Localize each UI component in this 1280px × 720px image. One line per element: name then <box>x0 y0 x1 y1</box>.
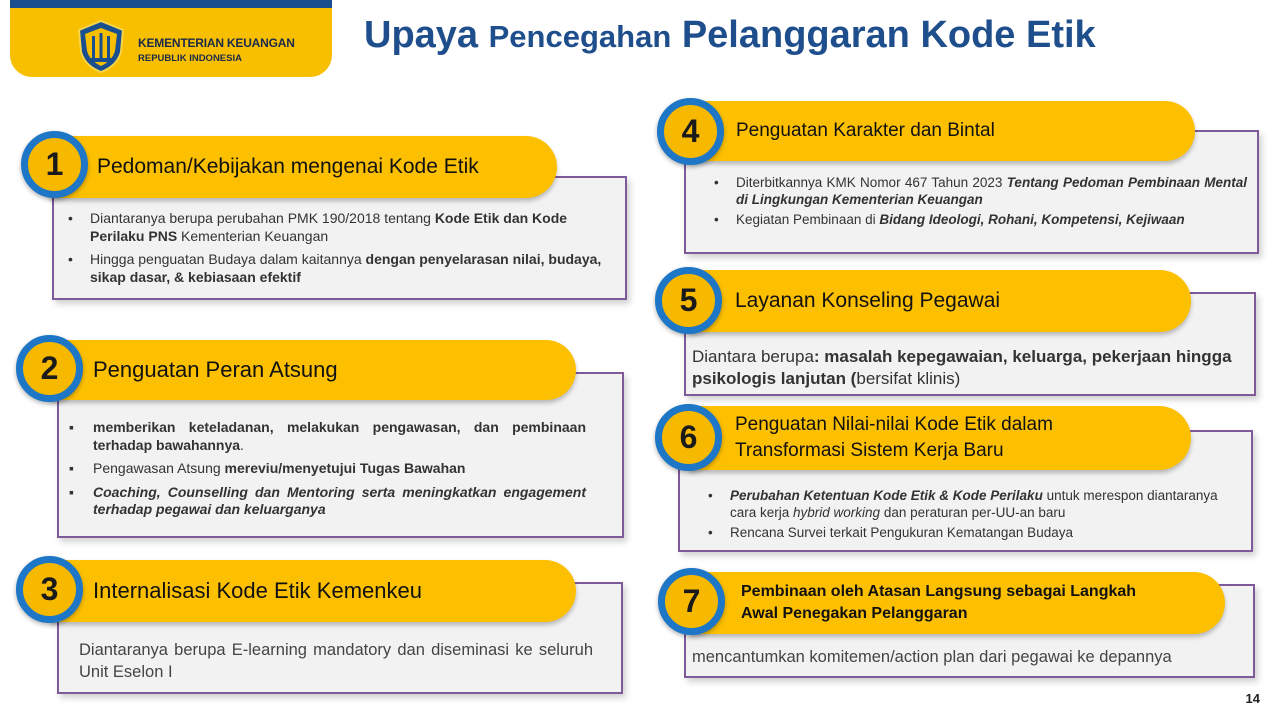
section-1-item: • Diantaranya berupa perubahan PMK 190/2018 tentang Kode Etik dan Kode Perilaku PNS Kementerian Keuangan <box>60 210 603 245</box>
section-1-number: 1 <box>21 131 88 198</box>
section-4-number: 4 <box>657 98 724 165</box>
section-6-title-line1: Penguatan Nilai-nilai Kode Etik dalam <box>735 414 1053 436</box>
kemenkeu-emblem-icon <box>73 18 129 74</box>
section-7-header <box>690 572 1225 634</box>
page-number: 14 <box>1245 691 1260 706</box>
org-line2: REPUBLIK INDONESIA <box>138 53 242 64</box>
section-3-header <box>50 560 576 622</box>
section-4-header <box>689 101 1195 161</box>
section-6-item: • Rencana Survei terkait Pengukuran Kematangan Budaya <box>700 525 1233 542</box>
section-4-item: • Diterbitkannya KMK Nomor 467 Tahun 2023 Tentang Pedoman Pembinaan Mental di Lingkungan Kementerian Keuangan <box>706 175 1247 209</box>
section-6-item: • Perubahan Ketentuan Kode Etik & Kode Perilaku untuk merespon diantaranya cara kerja hybrid working dan peraturan per-UU-an baru <box>700 488 1233 522</box>
section-7-title-line2: Awal Penegakan Pelanggaran <box>741 605 968 622</box>
section-5-number: 5 <box>655 267 722 334</box>
section-2-item: ▪ Coaching, Counselling dan Mentoring serta meningkatkan engagement terhadap pegawai dan keluarganya <box>63 484 586 519</box>
section-3-text: Diantaranya berupa E-learning mandatory dan diseminasi ke seluruh Unit Eselon I <box>79 641 593 682</box>
section-4-title: Penguatan Karakter dan Bintal <box>736 120 995 141</box>
title-part2: Pencegahan <box>488 19 672 54</box>
section-3-number: 3 <box>16 556 83 623</box>
section-5-text: Diantara berupa: masalah kepegawaian, keluarga, pekerjaan hingga psikologis lanjutan (bersifat klinis) <box>692 347 1232 389</box>
section-2-item: ▪ Pengawasan Atsung mereviu/menyetujui Tugas Bawahan <box>63 460 586 478</box>
section-6-number: 6 <box>655 404 722 471</box>
section-3-title: Internalisasi Kode Etik Kemenkeu <box>93 578 422 603</box>
section-6-header <box>689 406 1191 470</box>
header-logo-block <box>10 0 332 77</box>
section-6-title-line2: Transformasi Sistem Kerja Baru <box>735 440 1004 461</box>
org-name <box>138 36 295 64</box>
section-1-item: • Hingga penguatan Budaya dalam kaitannya dengan penyelarasan nilai, budaya, sikap dasar, & kebiasaan efektif <box>60 251 603 286</box>
page-title <box>364 14 1096 57</box>
section-7-number: 7 <box>658 568 725 635</box>
section-2-header <box>50 340 576 400</box>
title-part1: Upaya <box>364 14 479 56</box>
section-2-number: 2 <box>16 335 83 402</box>
section-7-title-line1: Pembinaan oleh Atasan Langsung sebagai Langkah <box>741 583 1137 601</box>
section-5-header <box>689 270 1191 332</box>
section-1-header <box>50 136 557 198</box>
section-2-title: Penguatan Peran Atsung <box>93 357 338 382</box>
section-1-title: Pedoman/Kebijakan mengenai Kode Etik <box>97 155 479 178</box>
org-line1: KEMENTERIAN KEUANGAN <box>138 36 295 50</box>
section-4-item: • Kegiatan Pembinaan di Bidang Ideologi, Rohani, Kompetensi, Kejiwaan <box>706 212 1247 229</box>
section-2-item: ▪ memberikan keteladanan, melakukan pengawasan, dan pembinaan terhadap bawahannya. <box>63 419 586 454</box>
section-7-text: mencantumkan komitemen/action plan dari pegawai ke depannya <box>692 648 1172 666</box>
title-part3: Pelanggaran Kode Etik <box>681 14 1096 56</box>
section-5-title: Layanan Konseling Pegawai <box>735 289 1001 312</box>
